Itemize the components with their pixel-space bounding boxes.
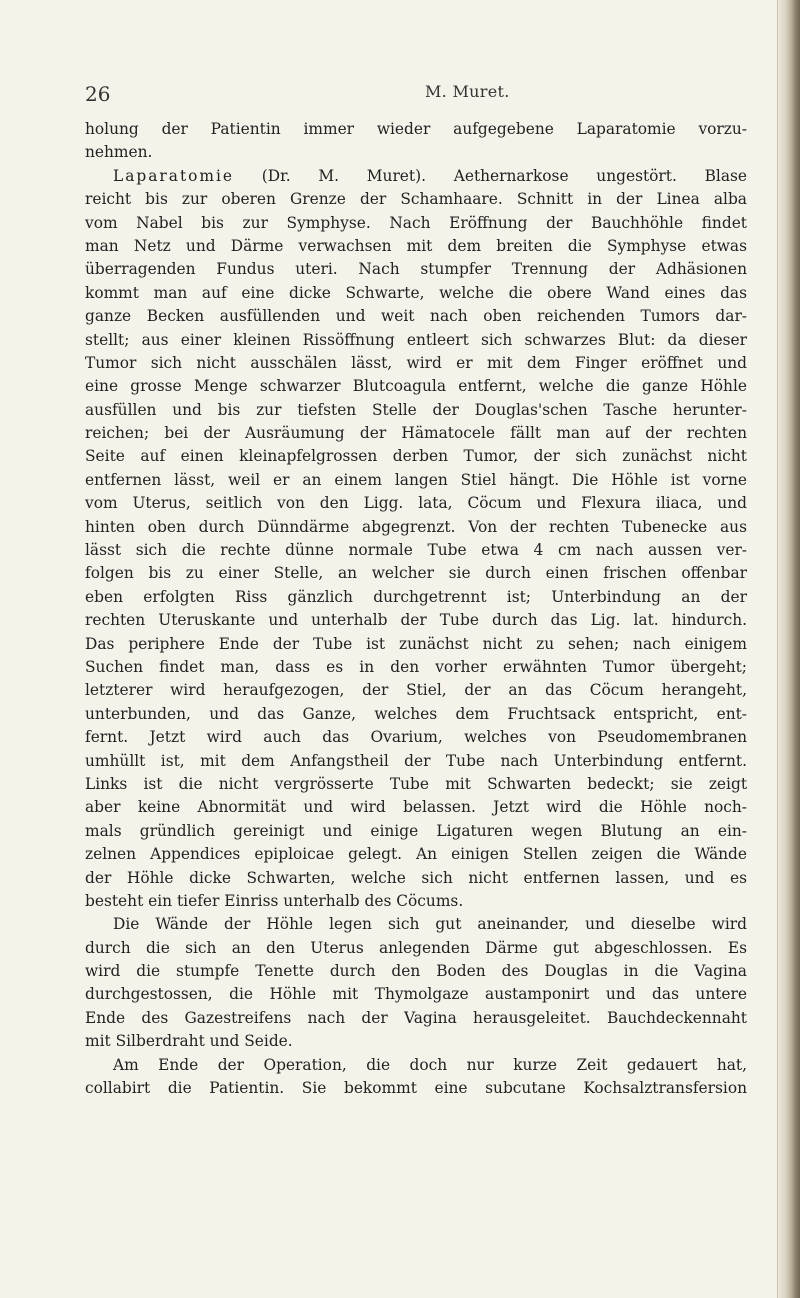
text-line: letzterer wird heraufgezogen, der Stiel, der an das Cöcum herangeht, (85, 681, 747, 700)
body-text (85, 118, 747, 1100)
text-line: umhüllt ist, mit dem Anfangstheil der Tube nach Unterbindung entfernt. (85, 751, 747, 770)
running-head: M. Muret. (425, 82, 510, 101)
text-line: Ende des Gazestreifens nach der Vagina herausgeleitet. Bauchdeckennaht (85, 1008, 747, 1027)
text-line: reichen; bei der Ausräumung der Hämatocele fällt man auf der rechten (85, 424, 747, 443)
text-line: Die Wände der Höhle legen sich gut aneinander, und dieselbe wird (113, 915, 747, 934)
text-line: reicht bis zur oberen Grenze der Schamhaare. Schnitt in der Linea alba (85, 190, 747, 209)
text-line: vom Uterus, seitlich von den Ligg. lata, Cöcum und Flexura iliaca, und (85, 494, 747, 513)
text-line: aber keine Abnormität und wird belassen. Jetzt wird die Höhle noch- (85, 798, 747, 817)
text-line: überragenden Fundus uteri. Nach stumpfer Trennung der Adhäsionen (85, 260, 747, 279)
text-line: kommt man auf eine dicke Schwarte, welche die obere Wand eines das (85, 283, 747, 302)
text-line: lässt sich die rechte dünne normale Tube etwa 4 cm nach aussen ver- (85, 541, 747, 560)
text-line: wird die stumpfe Tenette durch den Boden des Douglas in die Vagina (85, 962, 747, 981)
text-line: Das periphere Ende der Tube ist zunächst nicht zu sehen; nach einigem (85, 634, 747, 653)
book-spine-shadow (778, 0, 800, 1298)
text-line: entfernen lässt, weil er an einem langen Stiel hängt. Die Höhle ist vorne (85, 470, 747, 489)
text-line: mit Silberdraht und Seide. (85, 1032, 293, 1051)
text-line: Am Ende der Operation, die doch nur kurze Zeit gedauert hat, (113, 1055, 747, 1074)
text-line: Seite auf einen kleinapfelgrossen derben Tumor, der sich zunächst nicht (85, 447, 747, 466)
section-keyword: Laparatomie (113, 166, 235, 185)
text-line: eben erfolgten Riss gänzlich durchgetrennt ist; Unterbindung an der (85, 587, 747, 606)
text-line: durchgestossen, die Höhle mit Thymolgaze austamponirt und das untere (85, 985, 747, 1004)
text-line: ausfüllen und bis zur tiefsten Stelle der Douglas'schen Tasche herunter- (85, 400, 747, 419)
text-line: hinten oben durch Dünndärme abgegrenzt. Von der rechten Tubenecke aus (85, 517, 747, 536)
text-line: rechten Uteruskante und unterhalb der Tube durch das Lig. lat. hindurch. (85, 611, 747, 630)
text-line: collabirt die Patientin. Sie bekommt eine subcutane Kochsalztransfersion (85, 1079, 747, 1098)
text-line: Tumor sich nicht ausschälen lässt, wird er mit dem Finger eröffnet und (85, 353, 747, 372)
text-line: stellt; aus einer kleinen Rissöffnung entleert sich schwarzes Blut: da dieser (85, 330, 747, 349)
text-line: Suchen findet man, dass es in den vorher erwähnten Tumor übergeht; (85, 657, 747, 676)
text-line: vom Nabel bis zur Symphyse. Nach Eröffnung der Bauchhöhle findet (85, 213, 747, 232)
text-line: besteht ein tiefer Einriss unterhalb des Cöcums. (85, 891, 464, 910)
text-line: Laparatomie (Dr. M. Muret). Aethernarkose ungestört. Blase (113, 166, 747, 185)
text-line: mals gründlich gereinigt und einige Ligaturen wegen Blutung an ein- (85, 821, 747, 840)
page-header (85, 82, 745, 108)
text-line: folgen bis zu einer Stelle, an welcher sie durch einen frischen offenbar (85, 564, 747, 583)
text-line: fernt. Jetzt wird auch das Ovarium, welches von Pseudomembranen (85, 728, 747, 747)
text-line: man Netz und Därme verwachsen mit dem breiten die Symphyse etwas (85, 236, 747, 255)
text-line: holung der Patientin immer wieder aufgegebene Laparatomie vorzu- (85, 120, 747, 138)
text-line: durch die sich an den Uterus anlegenden Därme gut abgeschlossen. Es (85, 938, 747, 957)
text-line: nehmen. (85, 143, 153, 162)
text-line: Links ist die nicht vergrösserte Tube mit Schwarten bedeckt; sie zeigt (85, 774, 747, 793)
page-number: 26 (85, 82, 111, 106)
text-line: zelnen Appendices epiploicae gelegt. An einigen Stellen zeigen die Wände (85, 845, 747, 864)
text-line: eine grosse Menge schwarzer Blutcoagula entfernt, welche die ganze Höhle (85, 377, 747, 396)
text-line: unterbunden, und das Ganze, welches dem Fruchtsack entspricht, ent- (85, 704, 747, 723)
text-line: ganze Becken ausfüllenden und weit nach oben reichenden Tumors dar- (85, 307, 747, 326)
text-line: der Höhle dicke Schwarten, welche sich nicht entfernen lassen, und es (85, 868, 747, 887)
